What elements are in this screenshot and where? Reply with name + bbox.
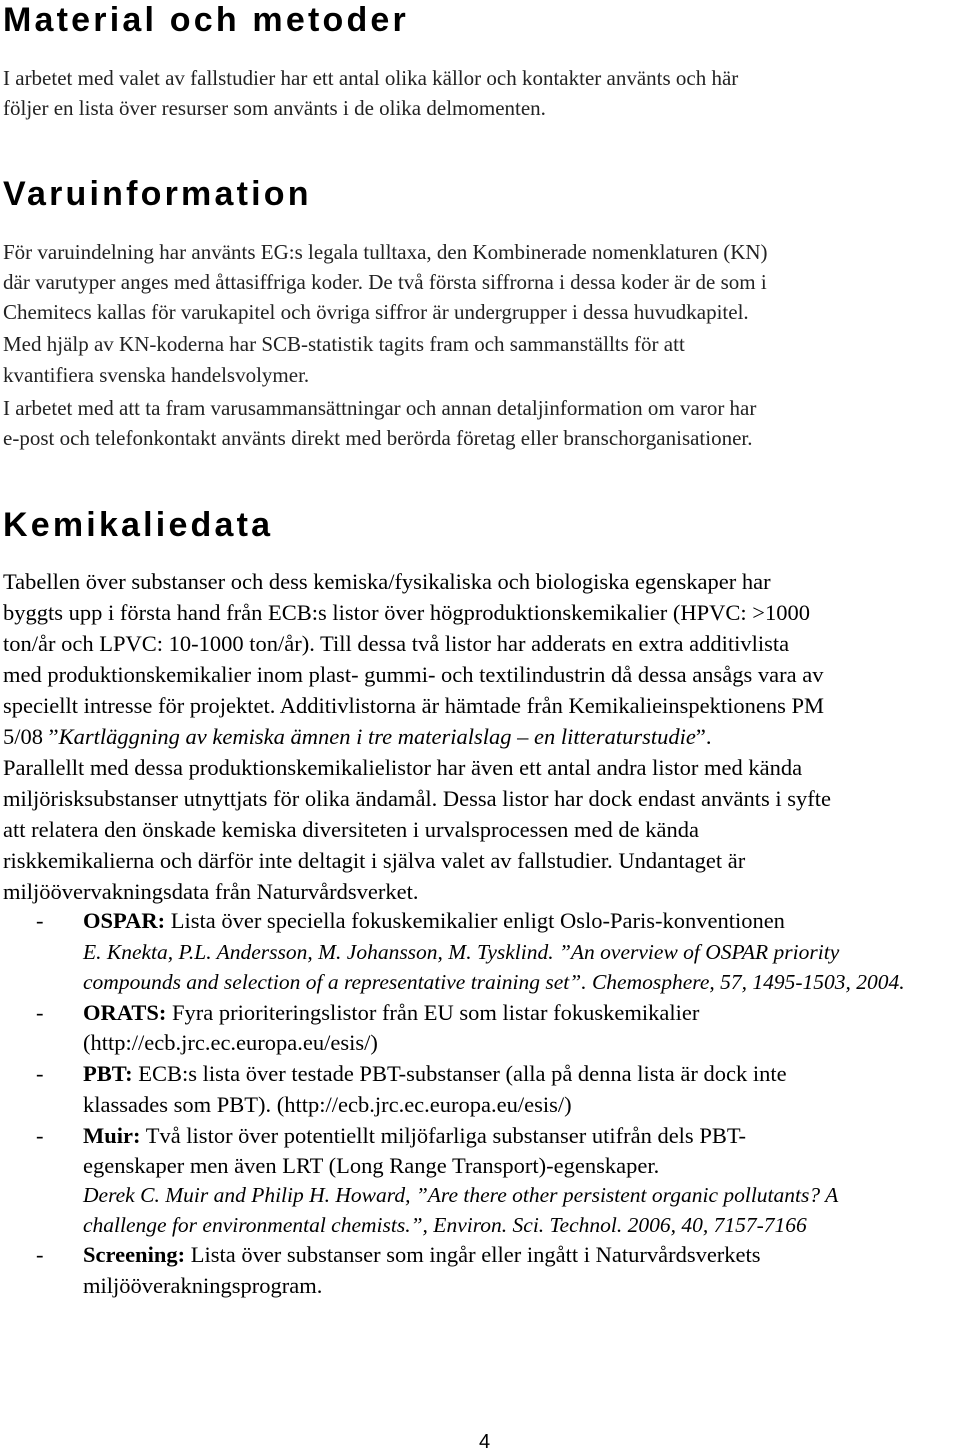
list-dash: - (36, 908, 44, 933)
list-item-screening (83, 1240, 761, 1270)
list-item-text: (http://ecb.jrc.ec.europa.eu/esis/) (83, 1030, 378, 1055)
paragraph-line: miljörisksubstanser utnyttjats för olika ändamål. Dessa listor har dock endast använts i syfte (3, 786, 831, 811)
heading-material-och-metoder: Material och metoder (3, 1, 409, 39)
paragraph-line-citation (3, 722, 711, 752)
paragraph-line: speciellt intresse för projektet. Additivlistorna är hämtade från Kemikalieinspektionens PM (3, 693, 825, 718)
list-dash: - (36, 1061, 44, 1086)
paragraph-line: I arbetet med valet av fallstudier har ett antal olika källor och kontakter använts och här (3, 66, 739, 90)
list-term: Muir: (83, 1123, 141, 1148)
list-item-text: klassades som PBT). (http://ecb.jrc.ec.europa.eu/esis/) (83, 1092, 572, 1117)
list-item-text: Lista över substanser som ingår eller ingått i Naturvårdsverkets (190, 1242, 761, 1267)
list-item-text: egenskaper men även LRT (Long Range Transport)-egenskaper. (83, 1153, 660, 1178)
paragraph-line: med produktionskemikalier inom plast- gummi- och textilindustrin då dessa ansågs vara av (3, 662, 824, 687)
paragraph-line: I arbetet med att ta fram varusammansättningar och annan detaljinformation om varor har (3, 396, 757, 420)
reference-line: E. Knekta, P.L. Andersson, M. Johansson, M. Tysklind. ”An overview of OSPAR priority (83, 940, 840, 964)
list-item-ospar (83, 906, 785, 936)
paragraph-line: byggts upp i första hand från ECB:s listor över högproduktionskemikalier (HPVC: >1000 (3, 600, 810, 625)
paragraph-line: Chemitecs kallas för varukapitel och övriga siffror är undergrupper i dessa huvudkapitel. (3, 300, 749, 324)
paragraph-line: där varutyper anges med åttasiffriga koder. De två första siffrorna i dessa koder är de som i (3, 270, 767, 294)
list-item-text: ECB:s lista över testade PBT-substanser (alla på denna lista är dock inte (138, 1061, 787, 1086)
list-item-muir (83, 1121, 746, 1151)
paragraph-line: riskkemikalierna och därför inte deltagit i själva valet av fallstudier. Undantaget är (3, 848, 746, 873)
paragraph-line: För varuindelning har använts EG:s legala tulltaxa, den Kombinerade nomenklaturen (KN) (3, 240, 768, 264)
list-item-orats (83, 998, 699, 1028)
list-item-text: Lista över speciella fokuskemikalier enligt Oslo-Paris-konventionen (170, 908, 785, 933)
list-item-text: Fyra prioriteringslistor från EU som listar fokuskemikalier (171, 1000, 700, 1025)
heading-varuinformation: Varuinformation (3, 175, 312, 213)
heading-kemikaliedata: Kemikaliedata (3, 506, 274, 544)
list-item-pbt (83, 1059, 787, 1089)
citation-title: Kartläggning av kemiska ämnen i tre materialslag – en litteraturstudie (58, 724, 696, 749)
citation-prefix: 5/08 ” (3, 724, 59, 749)
list-term: PBT: (83, 1061, 133, 1086)
paragraph-line: att relatera den önskade kemiska diversiteten i urvalsprocessen med de kända (3, 817, 699, 842)
reference-line: challenge for environmental chemists.”, Environ. Sci. Technol. 2006, 40, 7157-7166 (83, 1213, 807, 1237)
list-item-text: Två listor över potentiellt miljöfarliga substanser utifrån dels PBT- (145, 1123, 747, 1148)
paragraph-line: Parallellt med dessa produktionskemikalielistor har även ett antal andra listor med kända (3, 755, 803, 780)
paragraph-line: följer en lista över resurser som använts i de olika delmomenten. (3, 96, 546, 120)
list-term: OSPAR: (83, 908, 166, 933)
list-term: Screening: (83, 1242, 186, 1267)
list-term: ORATS: (83, 1000, 167, 1025)
page-number: 4 (479, 1431, 491, 1453)
paragraph-line: Tabellen över substanser och dess kemiska/fysikaliska och biologiska egenskaper har (3, 569, 771, 594)
list-dash: - (36, 1123, 44, 1148)
paragraph-line: e-post och telefonkontakt använts direkt med berörda företag eller branschorganisationer. (3, 426, 753, 450)
list-dash: - (36, 1000, 44, 1025)
paragraph-line: ton/år och LPVC: 10-1000 ton/år). Till dessa två listor har adderats en extra additivlista (3, 631, 790, 656)
list-item-text: miljööverakningsprogram. (83, 1273, 323, 1298)
reference-line: compounds and selection of a representative training set”. Chemosphere, 57, 1495-1503, 2004. (83, 970, 905, 994)
reference-line: Derek C. Muir and Philip H. Howard, ”Are there other persistent organic pollutants? A (83, 1183, 839, 1207)
list-dash: - (36, 1242, 44, 1267)
paragraph-line: miljöövervakningsdata från Naturvårdsverket. (3, 879, 419, 904)
paragraph-line: kvantifiera svenska handelsvolymer. (3, 363, 310, 387)
citation-suffix: ”. (695, 724, 712, 749)
paragraph-line: Med hjälp av KN-koderna har SCB-statistik tagits fram och sammanställts för att (3, 332, 685, 356)
